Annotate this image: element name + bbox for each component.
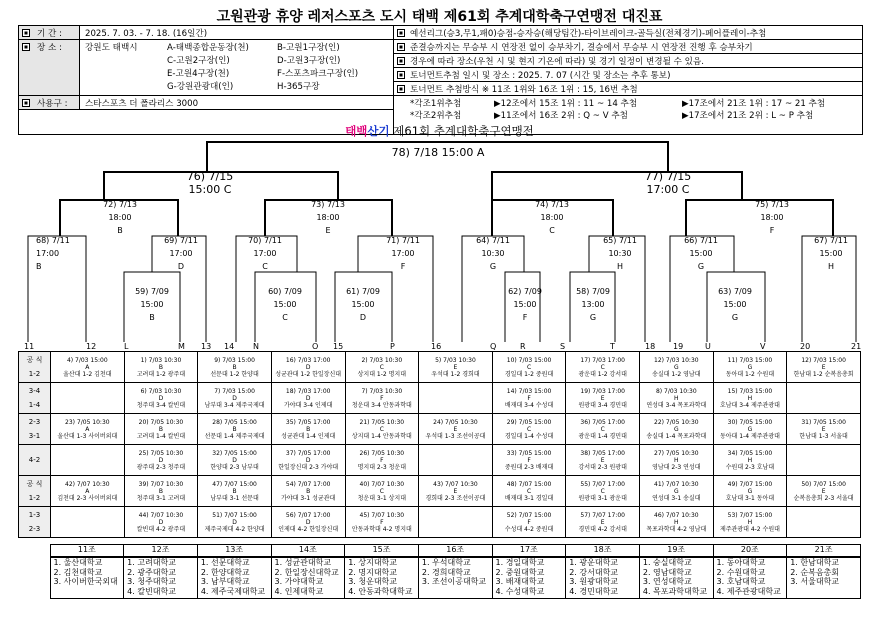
team-name: 1. 고려대학교 <box>127 558 176 567</box>
grid-cell: 2) 7/03 10:30 C 상지대 1-2 명지대 <box>345 352 419 383</box>
seed-S: S <box>560 342 566 351</box>
venue-e: E-고원4구장(천) <box>167 69 230 79</box>
qf72: 72) 7/13 18:00 B <box>103 200 137 235</box>
group-header: 16조 <box>418 545 492 558</box>
grid-cell <box>51 507 125 538</box>
period-row: 기 간 : 2025. 7. 03. - 7. 18. (16일간) <box>19 26 393 40</box>
grid-cell: 44) 7/07 10:30 D 칼빈대 4-2 광주대 <box>124 507 198 538</box>
seed-O: O <box>312 342 319 351</box>
seed-N: N <box>253 342 259 351</box>
team-name: 3. 원광대학교 <box>569 577 619 586</box>
grid-cell: 19) 7/03 17:00 E 원광대 3-4 경민대 <box>566 383 640 414</box>
team-name: 1. 성균관대학교 <box>274 558 332 567</box>
group-header: 15조 <box>345 545 419 558</box>
grid-cell: 21) 7/05 10:30 C 상지대 1-4 안동과학대 <box>345 414 419 445</box>
group-header: 21조 <box>787 545 861 558</box>
grid-cell: 47) 7/07 15:00 B 남부대 3-1 선문대 <box>198 476 272 507</box>
venue-g: G-강원관광대(인) <box>167 82 234 92</box>
seed-13: 13 <box>201 342 212 351</box>
team-name: 4. 제주국제대학교 <box>200 586 266 596</box>
qf75: 75) 7/13 18:00 F <box>755 200 789 235</box>
r60: 60) 7/09 15:00 C <box>268 287 302 322</box>
sf2-time: 17:00 C <box>646 183 690 196</box>
team-name: 4. 수성대학교 <box>495 586 545 596</box>
r66: 66) 7/11 15:00 G <box>684 236 718 271</box>
grid-cell: 14) 7/03 15:00 F 배재대 3-4 수성대 <box>492 383 566 414</box>
ball-row: 사용구 : 스타스포츠 더 폴라리스 3000 <box>19 96 393 110</box>
team-name: 4. 인제대학교 <box>274 586 324 596</box>
seed-12: 12 <box>86 342 97 351</box>
r65: 65) 7/11 10:30 H <box>603 236 637 271</box>
grid-cell: 7) 7/03 10:30 F 청운대 3-4 안동과학대 <box>345 383 419 414</box>
schedule-grid <box>18 351 861 538</box>
grid-cell: 31) 7/05 15:00 E 한남대 1-3 서울대 <box>787 414 861 445</box>
sf1-time: 15:00 C <box>188 183 232 196</box>
grid-cell: 27) 7/05 10:30 H 영남대 2-3 연성대 <box>640 445 714 476</box>
grid-cell <box>419 507 493 538</box>
team-name: 1. 광운대학교 <box>569 558 619 567</box>
team-name: 2. 강서대학교 <box>569 567 619 577</box>
seed-M: M <box>178 342 185 351</box>
grid-cell: 54) 7/07 17:00 B 가야대 3-1 성균관대 <box>271 476 345 507</box>
group-teams <box>124 557 198 599</box>
group-header: 13조 <box>197 545 271 558</box>
team-name: 4. 경민대학교 <box>569 586 619 596</box>
team-name: 2. 중원대학교 <box>495 567 545 577</box>
team-name: 1. 경일대학교 <box>495 558 545 567</box>
grid-cell <box>787 507 861 538</box>
seed-15: 15 <box>333 342 344 351</box>
grid-cell: 32) 7/05 15:00 D 한양대 2-3 남부대 <box>198 445 272 476</box>
seed-19: 19 <box>673 342 684 351</box>
grid-cell: 8) 7/03 10:30 H 연성대 3-4 목포과학대 <box>640 383 714 414</box>
group-header: 18조 <box>566 545 640 558</box>
team-name: 2. 광주대학교 <box>127 567 176 577</box>
seed-11: 11 <box>24 342 35 351</box>
grid-cell: 28) 7/05 15:00 B 선문대 1-4 제주국제대 <box>198 414 272 445</box>
grid-cell: 41) 7/07 10:30 G 연성대 3-1 송실대 <box>640 476 714 507</box>
team-name: 1. 울산대학교 <box>53 558 103 567</box>
grid-cell: 24) 7/05 10:30 E 우석대 1-3 조선이공대 <box>419 414 493 445</box>
team-name: 2. 순복음총회 <box>790 567 840 577</box>
draw-rows: *각조1위추첨 ▶12조에서 15조 1위 : 11 ~ 14 추첨 ▶17조에서 21조 1위 : 17 ~ 21 추첨 *각조2위추첨 ▶11조에서 16조 2위 : Q ~ V 추첨 ▶17조에서 21조 2위 : L ~ P 추첨 <box>410 99 826 121</box>
group-header: 17조 <box>492 545 566 558</box>
grid-cell <box>419 383 493 414</box>
r68: 68) 7/11 17:00 B <box>36 236 70 271</box>
qf73: 73) 7/13 18:00 E <box>311 200 345 235</box>
grid-cell: 53) 7/07 15:00 H 제주관광대 4-2 수원대 <box>713 507 787 538</box>
team-name: 1. 우석대학교 <box>421 558 471 567</box>
seed-18: 18 <box>645 342 656 351</box>
r59: 59) 7/09 15:00 B <box>135 287 169 322</box>
team-name: 4. 목포과학대학교 <box>642 586 708 596</box>
grid-cell: 17) 7/03 17:00 C 광운대 1-2 강서대 <box>566 352 640 383</box>
group-header: 12조 <box>124 545 198 558</box>
grid-side-label: 3-4 1-4 <box>19 383 51 414</box>
group-teams <box>345 557 419 599</box>
grid-cell: 33) 7/05 15:00 F 중원대 2-3 배재대 <box>492 445 566 476</box>
grid-cell: 6) 7/03 10:30 D 청주대 3-4 칼빈대 <box>124 383 198 414</box>
team-name: 3. 서울대학교 <box>790 577 840 586</box>
team-name: 1. 한남대학교 <box>790 558 840 567</box>
grid-cell: 29) 7/05 15:00 C 경일대 1-4 수성대 <box>492 414 566 445</box>
grid-cell <box>51 383 125 414</box>
grid-cell: 49) 7/07 15:00 G 호남대 3-1 동아대 <box>713 476 787 507</box>
team-name: 1. 숭실대학교 <box>642 558 692 567</box>
team-name: 1. 선문대학교 <box>200 558 250 567</box>
grid-cell: 22) 7/05 10:30 G 송실대 1-4 목포과학대 <box>640 414 714 445</box>
r63: 63) 7/09 15:00 G <box>718 287 752 322</box>
team-name: 3. 가야대학교 <box>274 577 324 586</box>
sf1-match: 76) 7/15 <box>186 170 234 183</box>
brand-logo-text: 태백 <box>345 124 368 138</box>
r64: 64) 7/11 10:30 G <box>476 236 510 271</box>
group-teams <box>566 557 640 599</box>
r58: 58) 7/09 13:00 G <box>576 287 610 322</box>
grid-cell: 50) 7/07 15:00 E 순복음총회 2-3 서울대 <box>787 476 861 507</box>
grid-cell <box>51 445 125 476</box>
final-match: 78) 7/18 15:00 A <box>391 146 485 159</box>
team-name: 2. 한양대학교 <box>200 567 250 577</box>
grid-cell: 5) 7/03 10:30 E 우석대 1-2 경희대 <box>419 352 493 383</box>
group-teams <box>787 557 861 599</box>
seed-21: 21 <box>851 342 862 351</box>
r67: 67) 7/11 15:00 H <box>814 236 848 271</box>
seed-U: U <box>705 342 711 351</box>
group-teams <box>492 557 566 599</box>
period-value: 2025. 7. 03. - 7. 18. (16일간) <box>85 29 208 39</box>
r61: 61) 7/09 15:00 D <box>346 287 380 322</box>
rule-4: 토너먼트추첨 일시 및 장소 : 2025. 7. 07 (시간 및 장소는 추후 통보) <box>410 71 671 81</box>
qf74: 74) 7/13 18:00 C <box>535 200 569 235</box>
seed-P: P <box>390 342 395 351</box>
seed-14: 14 <box>224 342 235 351</box>
grid-cell: 55) 7/07 17:00 C 원광대 3-1 광운대 <box>566 476 640 507</box>
venue-f: F-스포츠파크구장(인) <box>277 69 359 79</box>
group-header: 11조 <box>50 545 124 558</box>
grid-cell: 1) 7/03 10:30 B 고려대 1-2 광주대 <box>124 352 198 383</box>
grid-cell: 40) 7/07 10:30 C 청운대 3-1 상지대 <box>345 476 419 507</box>
grid-cell: 57) 7/07 17:00 E 경민대 4-2 강서대 <box>566 507 640 538</box>
team-name: 4. 안동과학대학교 <box>348 586 413 596</box>
group-teams <box>197 557 271 599</box>
grid-cell: 39) 7/07 10:30 B 청주대 3-1 고려대 <box>124 476 198 507</box>
grid-cell: 4) 7/03 15:00 A 울산대 1-2 김천대 <box>51 352 125 383</box>
grid-cell: 12) 7/03 10:30 G 송실대 1-2 영남대 <box>640 352 714 383</box>
r70: 70) 7/11 17:00 C <box>248 236 282 271</box>
grid-cell: 46) 7/07 10:30 H 목포과학대 4-2 영남대 <box>640 507 714 538</box>
grid-cell <box>787 445 861 476</box>
venue-d: D-고원3구장(인) <box>277 56 341 66</box>
team-name: 2. 명지대학교 <box>348 567 398 577</box>
rule-3: 경우에 따라 장소(우천 시 및 현지 기온에 따라) 및 경기 일정이 변경될 수 있음. <box>410 57 704 67</box>
rule-2: 준결승까지는 무승부 시 연장전 없이 승부차기, 결승에서 무승부 시 연장전 진행 후 승부차기 <box>410 43 753 53</box>
grid-cell: 23) 7/05 10:30 A 울산대 1-3 사이버외대 <box>51 414 125 445</box>
grid-cell: 25) 7/05 10:30 D 광주대 2-3 청주대 <box>124 445 198 476</box>
grid-side-label: 공 식 1-2 <box>19 476 51 507</box>
team-name: 3. 사이버한국외대 <box>53 577 118 586</box>
seed-20: 20 <box>800 342 811 351</box>
grid-cell: 36) 7/05 17:00 C 광운대 1-4 경민대 <box>566 414 640 445</box>
team-name: 2. 영남대학교 <box>642 567 692 577</box>
venue-b: B-고원1구장(인) <box>277 43 340 53</box>
venue-c: C-고원2구장(인) <box>167 56 230 66</box>
team-name: 3. 연성대학교 <box>642 577 692 586</box>
team-name: 3. 호남대학교 <box>716 577 766 586</box>
place-city: 강원도 태백시 <box>85 43 138 53</box>
grid-cell: 34) 7/05 15:00 H 수원대 2-3 호남대 <box>713 445 787 476</box>
place-row: 장 소 : 강원도 태백시 A-태백종합운동장(천) B-고원1구장(인) C-고원2구장(인) D-고원3구장(인) E-고원4구장(천) F-스포츠파크구장(인) G-강원관광대(인) H-365구장 <box>19 40 393 96</box>
brand-logo-text-2: 산기 <box>367 124 390 138</box>
grid-cell: 52) 7/07 15:00 F 수성대 4-2 중원대 <box>492 507 566 538</box>
team-name: 4. 제주관광대학교 <box>716 586 781 596</box>
page-title: 고원관광 휴양 레저스포츠 도시 태백 제61회 추계대학축구연맹전 대진표 <box>216 9 663 25</box>
rule-5: 토너먼트 추첨방식 ※ 11조 1위와 16조 1위 : 15, 16번 추첨 <box>410 85 638 95</box>
seed-L: L <box>124 342 129 351</box>
grid-cell: 42) 7/07 10:30 A 김천대 2-3 사이버외대 <box>51 476 125 507</box>
grid-cell: 7) 7/03 15:00 D 남부대 3-4 제주국제대 <box>198 383 272 414</box>
grid-cell: 30) 7/05 15:00 G 동아대 1-4 제주관광대 <box>713 414 787 445</box>
grid-cell <box>787 383 861 414</box>
grid-cell: 48) 7/07 15:00 C 배재대 3-1 경일대 <box>492 476 566 507</box>
grid-cell: 9) 7/03 15:00 B 선문대 1-2 한양대 <box>198 352 272 383</box>
ball-value: 스타스포츠 더 폴라리스 3000 <box>85 99 199 109</box>
grid-cell: 11) 7/03 15:00 G 동아대 1-2 수원대 <box>713 352 787 383</box>
grid-cell: 37) 7/05 17:00 D 한일장신대 2-3 가야대 <box>271 445 345 476</box>
grid-cell: 15) 7/03 15:00 H 호남대 3-4 제주관광대 <box>713 383 787 414</box>
r69: 69) 7/11 17:00 D <box>164 236 198 271</box>
group-header: 19조 <box>639 545 713 558</box>
grid-side-label: 공 식 1-2 <box>19 352 51 383</box>
venue-a: A-태백종합운동장(천) <box>167 43 249 53</box>
group-teams <box>713 557 787 599</box>
grid-side-label: 1-3 2-3 <box>19 507 51 538</box>
grid-cell: 20) 7/05 10:30 B 고려대 1-4 칼빈대 <box>124 414 198 445</box>
team-name: 2. 한일장신대학교 <box>274 567 339 577</box>
grid-side-label: 2-3 3-1 <box>19 414 51 445</box>
grid-cell: 18) 7/03 17:00 D 가야대 3-4 인제대 <box>271 383 345 414</box>
group-teams <box>639 557 713 599</box>
r71: 71) 7/11 17:00 F <box>386 236 420 271</box>
rule-1: 예선리그(승3,무1,패0)승점-승자승(해당팀간)-타이브레이크-골득실(전체경기)-페어플레이-추첨 <box>410 29 767 39</box>
team-name: 3. 청운대학교 <box>348 577 398 586</box>
team-name: 3. 남부대학교 <box>200 577 250 586</box>
grid-cell: 38) 7/05 17:00 E 강서대 2-3 원광대 <box>566 445 640 476</box>
grid-side-label: 4-2 <box>19 445 51 476</box>
schedule-table <box>18 351 861 538</box>
team-name: 3. 청주대학교 <box>127 577 176 586</box>
group-teams <box>418 557 492 599</box>
grid-cell: 43) 7/07 10:30 E 경희대 2-3 조선이공대 <box>419 476 493 507</box>
grid-cell: 10) 7/03 15:00 C 경일대 1-2 중원대 <box>492 352 566 383</box>
grid-cell: 35) 7/05 17:00 B 성균관대 1-4 인제대 <box>271 414 345 445</box>
bracket-title: 태백산기 제61회 추계대학축구연맹전 <box>345 124 534 138</box>
seed-R: R <box>520 342 526 351</box>
seed-V: V <box>760 342 766 351</box>
team-name: 2. 김천대학교 <box>53 567 103 577</box>
seed-T: T <box>610 342 615 351</box>
grid-cell: 56) 7/07 17:00 D 인제대 4-2 한일장신대 <box>271 507 345 538</box>
group-header: 14조 <box>271 545 345 558</box>
sf2-match: 77) 7/15 <box>644 170 692 183</box>
team-name: 1. 동아대학교 <box>716 558 766 567</box>
grid-cell: 51) 7/07 15:00 D 제주국제대 4-2 한양대 <box>198 507 272 538</box>
grid-cell: 26) 7/05 10:30 F 명지대 2-3 청운대 <box>345 445 419 476</box>
grid-cell: 45) 7/07 10:30 F 안동과학대 4-2 명지대 <box>345 507 419 538</box>
group-teams <box>50 557 124 599</box>
group-header: 20조 <box>713 545 787 558</box>
team-name: 4. 칼빈대학교 <box>127 586 176 596</box>
seed-16: 16 <box>431 342 442 351</box>
team-name: 3. 조선이공대학교 <box>421 577 487 586</box>
r62: 62) 7/09 15:00 F <box>508 287 542 322</box>
grid-cell: 16) 7/03 17:00 D 성균관대 1-2 한일장신대 <box>271 352 345 383</box>
group-teams <box>271 557 345 599</box>
team-name: 2. 수원대학교 <box>716 567 766 577</box>
seed-Q: Q <box>490 342 497 351</box>
groups-table <box>18 544 861 599</box>
team-name: 2. 경희대학교 <box>421 567 471 577</box>
team-name: 1. 상지대학교 <box>348 558 398 567</box>
venue-h: H-365구장 <box>277 82 320 92</box>
grid-cell: 12) 7/03 15:00 E 한남대 1-2 순복음총회 <box>787 352 861 383</box>
team-name: 3. 배재대학교 <box>495 577 545 586</box>
grid-cell <box>419 445 493 476</box>
